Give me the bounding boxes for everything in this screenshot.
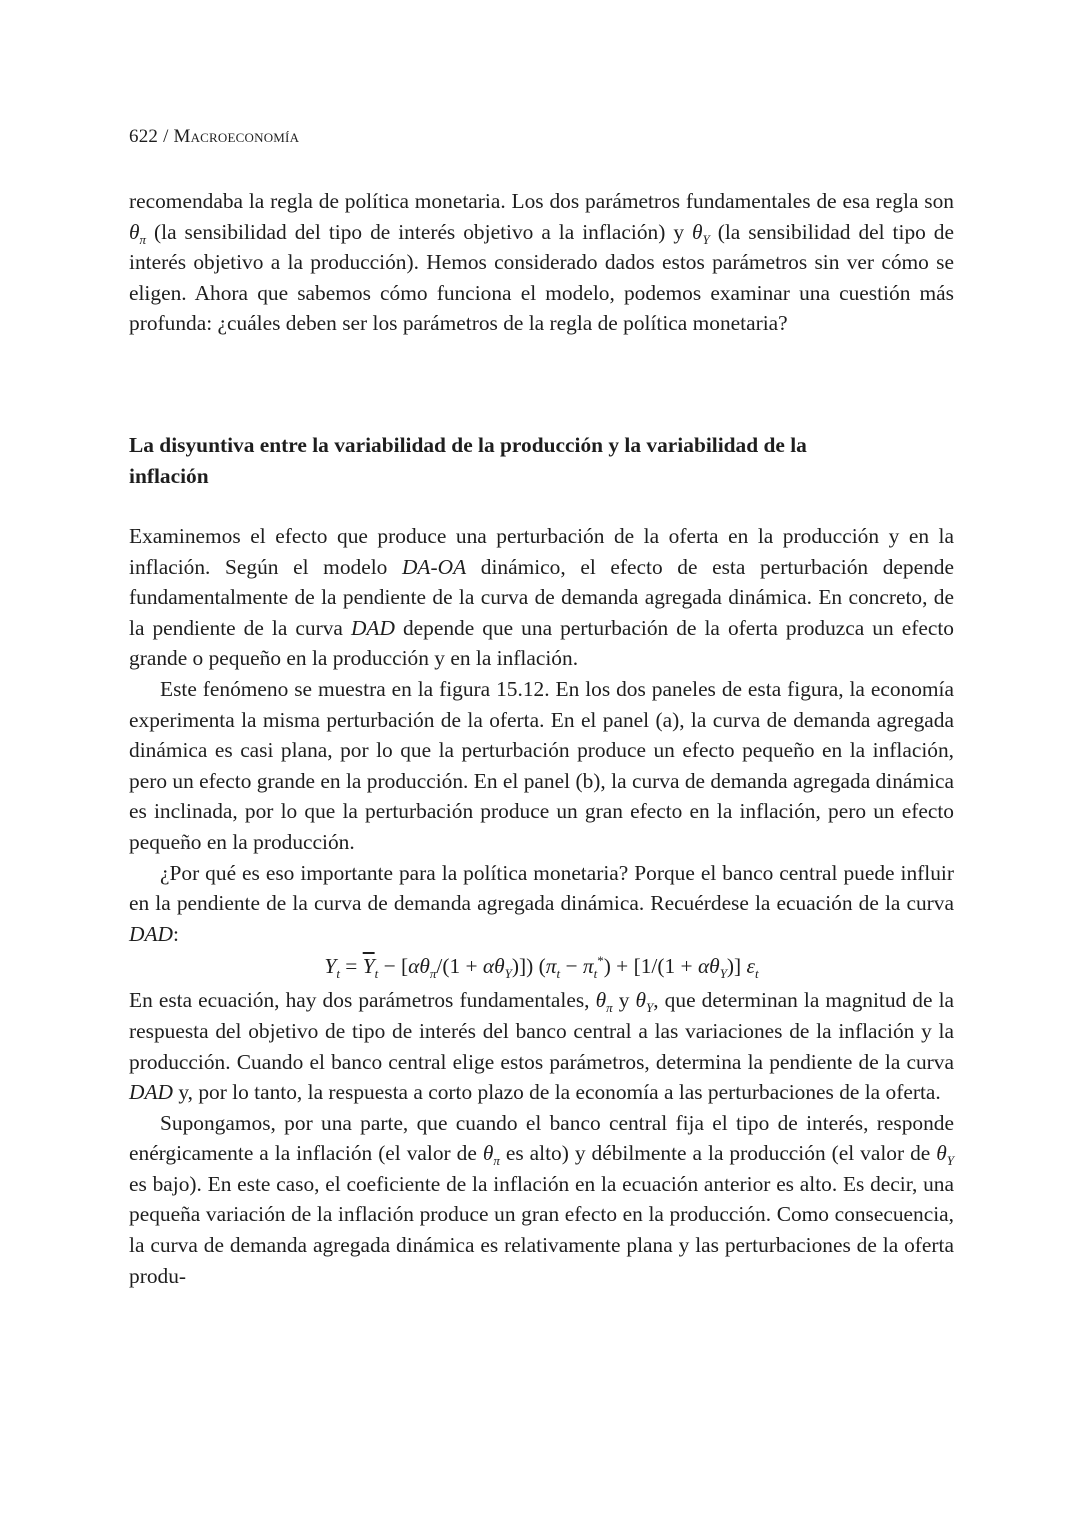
paragraph: Examinemos el efecto que produce una perturbación de la oferta en la producción y en la inflación. Según el modelo DA-OA dinámico, el efecto de esta perturbación depende fundamentalmente de la pendiente de la curva de demanda agregada dinámica. En concreto, de la pendiente de la curva DAD depende que una perturbación de la oferta produzca un efecto grande o pequeño en la producción y en la inflación.: [129, 524, 954, 671]
book-title: Macroeconomía: [173, 126, 300, 147]
paragraph: Supongamos, por una parte, que cuando el banco central fija el tipo de interés, responde enérgicamente a la inflación (el valor de $\theta_\pi$ es alto) y débilmente a la producción (el valor de $\theta_Y$ es bajo). En este caso, el coeficiente de la inflación en la ecuación anterior es alto. Es decir, una pequeña variación de la inflación produce un gran efecto en la producción. Como consecuencia, la curva de demanda agregada dinámica es relativamente plana y las perturbaciones de la oferta produ-: [129, 1110, 955, 1288]
separator: /: [163, 126, 169, 147]
running-head: [129, 126, 299, 148]
paragraph: ¿Por qué es eso importante para la política monetaria? Porque el banco central puede influir en la pendiente de la curva de demanda agregada dinámica. Recuérdese la ecuación de la curva DAD:: [129, 860, 954, 946]
body-text-block: [129, 521, 954, 1291]
paragraph: Este fenómeno se muestra en la figura 15.12. En los dos paneles de esta figura, la economía experimenta la misma perturbación de la oferta. En el panel (a), la curva de demanda agregada dinámica es casi plana, por lo que la perturbación produce un efecto pequeño en la inflación, pero un efecto grande en la producción. En el panel (b), la curva de demanda agregada dinámica es inclinada, por lo que la perturbación produce un gran efecto en la inflación, pero un efecto pequeño en la producción.: [129, 676, 954, 854]
dad-equation: $Y_t = \overline{Y}_t - [\alpha\theta_\pi/(1 + \alpha\theta_Y)]$) $(\pi_t - \pi_t^*) + [1/(1 + \alpha\theta_Y)]$ $\varepsilon_t$: [324, 953, 759, 982]
paragraph: En esta ecuación, hay dos parámetros fundamentales, $\theta_\pi$ y $\theta_Y$, que determinan la magnitud de la respuesta del objetivo de tipo de interés del banco central a las variaciones de la inflación y la producción. Cuando el banco central elige estos parámetros, determina la pendiente de la curva DAD y, por lo tanto, la respuesta a corto plazo de la economía a las perturbaciones de la oferta.: [129, 988, 955, 1105]
section-heading: La disyuntiva entre la variabilidad de la producción y la variabilidad de la inflación: [129, 433, 807, 488]
page-number: 622: [129, 126, 159, 147]
intro-paragraph-block: [129, 186, 954, 339]
paragraph: recomendaba la regla de política monetaria. Los dos parámetros fundamentales de esa regla son $\theta_\pi$ (la sensibilidad del tipo de interés objetivo a la inflación) y $\theta_Y$ (la sensibilidad del tipo de interés objetivo a la producción). Hemos considerado dados estos parámetros sin ver cómo se eligen. Ahora que sabemos cómo funciona el modelo, podemos examinar una cuestión más profunda: ¿cuáles deben ser los parámetros de la regla de política monetaria?: [129, 189, 955, 336]
